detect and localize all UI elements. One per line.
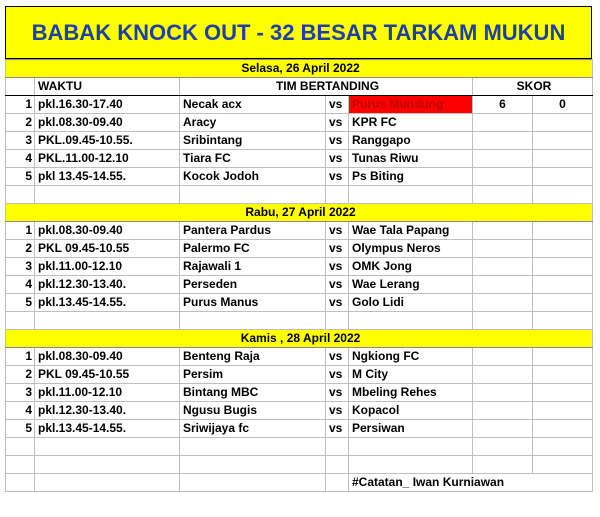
- home-team[interactable]: Bintang MBC: [180, 384, 326, 402]
- vs-label[interactable]: vs: [326, 348, 349, 366]
- vs-label[interactable]: vs: [326, 420, 349, 438]
- away-team[interactable]: Wae Tala Papang: [349, 222, 473, 240]
- match-row: [6, 114, 593, 132]
- score-away[interactable]: [533, 222, 593, 240]
- match-time[interactable]: PKL.09.45-10.55.: [35, 132, 180, 150]
- score-away[interactable]: [533, 420, 593, 438]
- header-tim[interactable]: TIM BERTANDING: [180, 78, 473, 96]
- match-row: [6, 348, 593, 366]
- empty-cell[interactable]: [473, 186, 533, 204]
- empty-cell[interactable]: [533, 312, 593, 330]
- vs-label[interactable]: vs: [326, 366, 349, 384]
- empty-cell[interactable]: [180, 312, 326, 330]
- match-row: [6, 150, 593, 168]
- score-home[interactable]: 6: [473, 96, 533, 114]
- match-row: [6, 96, 593, 114]
- score-away[interactable]: [533, 258, 593, 276]
- match-row: [6, 222, 593, 240]
- away-team[interactable]: Tunas Riwu: [349, 150, 473, 168]
- empty-cell[interactable]: [326, 456, 349, 474]
- day-header-row: [6, 204, 593, 222]
- score-home[interactable]: [473, 366, 533, 384]
- empty-cell[interactable]: [180, 474, 326, 492]
- match-number[interactable]: 4: [6, 150, 35, 168]
- score-home[interactable]: [473, 114, 533, 132]
- empty-cell[interactable]: [35, 474, 180, 492]
- home-team[interactable]: Purus Manus: [180, 294, 326, 312]
- away-team[interactable]: Ngkiong FC: [349, 348, 473, 366]
- match-number[interactable]: 2: [6, 240, 35, 258]
- score-home[interactable]: [473, 222, 533, 240]
- match-number[interactable]: 5: [6, 420, 35, 438]
- header-waktu[interactable]: WAKTU: [35, 78, 180, 96]
- score-home[interactable]: [473, 276, 533, 294]
- score-home[interactable]: [473, 402, 533, 420]
- home-team[interactable]: Aracy: [180, 114, 326, 132]
- away-team[interactable]: Purus Mundung: [349, 96, 473, 114]
- away-team[interactable]: Ranggapo: [349, 132, 473, 150]
- home-team[interactable]: Persim: [180, 366, 326, 384]
- match-time[interactable]: pkl.16.30-17.40: [35, 96, 180, 114]
- match-row: [6, 420, 593, 438]
- match-row: [6, 384, 593, 402]
- match-number[interactable]: 5: [6, 168, 35, 186]
- match-row: [6, 168, 593, 186]
- score-away[interactable]: [533, 240, 593, 258]
- day-header-row: [6, 330, 593, 348]
- schedule-table: [5, 59, 593, 492]
- home-team[interactable]: Pantera Pardus: [180, 222, 326, 240]
- away-team[interactable]: Persiwan: [349, 420, 473, 438]
- score-away[interactable]: [533, 384, 593, 402]
- home-team[interactable]: Kocok Jodoh: [180, 168, 326, 186]
- empty-cell[interactable]: [6, 186, 35, 204]
- page-title: BABAK KNOCK OUT - 32 BESAR TARKAM MUKUN: [5, 6, 592, 59]
- away-team[interactable]: OMK Jong: [349, 258, 473, 276]
- empty-cell[interactable]: [533, 186, 593, 204]
- empty-cell[interactable]: [349, 312, 473, 330]
- vs-label[interactable]: vs: [326, 96, 349, 114]
- empty-cell[interactable]: [35, 438, 180, 456]
- home-team[interactable]: Perseden: [180, 276, 326, 294]
- away-team[interactable]: M City: [349, 366, 473, 384]
- score-away[interactable]: [533, 366, 593, 384]
- match-time[interactable]: pkl.11.00-12.10: [35, 258, 180, 276]
- score-away[interactable]: [533, 150, 593, 168]
- match-row: [6, 258, 593, 276]
- match-number[interactable]: 3: [6, 258, 35, 276]
- match-row: [6, 402, 593, 420]
- match-time[interactable]: pkl.08.30-09.40: [35, 222, 180, 240]
- match-number[interactable]: 1: [6, 222, 35, 240]
- home-team[interactable]: Ngusu Bugis: [180, 402, 326, 420]
- header-skor[interactable]: SKOR: [473, 78, 593, 96]
- match-time[interactable]: pkl.13.45-14.55.: [35, 294, 180, 312]
- vs-label[interactable]: vs: [326, 168, 349, 186]
- score-away[interactable]: [533, 348, 593, 366]
- away-team[interactable]: Mbeling Rehes: [349, 384, 473, 402]
- away-team[interactable]: Olympus Neros: [349, 240, 473, 258]
- score-away[interactable]: [533, 168, 593, 186]
- empty-cell[interactable]: [6, 474, 35, 492]
- empty-cell[interactable]: [35, 312, 180, 330]
- match-row: [6, 276, 593, 294]
- score-away[interactable]: [533, 294, 593, 312]
- vs-label[interactable]: vs: [326, 114, 349, 132]
- empty-cell[interactable]: [473, 456, 533, 474]
- blank-row: [6, 312, 593, 330]
- home-team[interactable]: Rajawali 1: [180, 258, 326, 276]
- home-team[interactable]: Necak acx: [180, 96, 326, 114]
- empty-cell[interactable]: [326, 438, 349, 456]
- day-header-row: [6, 60, 593, 78]
- score-home[interactable]: [473, 348, 533, 366]
- score-away[interactable]: [533, 114, 593, 132]
- empty-cell[interactable]: [180, 186, 326, 204]
- footer-row: [6, 474, 593, 492]
- footer-note[interactable]: #Catatan_ Iwan Kurniawan: [349, 474, 593, 492]
- vs-label[interactable]: vs: [326, 222, 349, 240]
- match-number[interactable]: 1: [6, 96, 35, 114]
- vs-label[interactable]: vs: [326, 402, 349, 420]
- match-number[interactable]: 2: [6, 114, 35, 132]
- vs-label[interactable]: vs: [326, 240, 349, 258]
- empty-cell[interactable]: [326, 474, 349, 492]
- score-home[interactable]: [473, 294, 533, 312]
- day-label[interactable]: Selasa, 26 April 2022: [6, 60, 593, 78]
- vs-label[interactable]: vs: [326, 294, 349, 312]
- match-number[interactable]: 5: [6, 294, 35, 312]
- vs-label[interactable]: vs: [326, 150, 349, 168]
- match-number[interactable]: 3: [6, 132, 35, 150]
- empty-cell[interactable]: [349, 186, 473, 204]
- empty-cell[interactable]: [6, 312, 35, 330]
- match-time[interactable]: PKL.11.00-12.10: [35, 150, 180, 168]
- empty-cell[interactable]: [326, 186, 349, 204]
- away-team[interactable]: Golo Lidi: [349, 294, 473, 312]
- match-number[interactable]: 4: [6, 276, 35, 294]
- match-time[interactable]: PKL 09.45-10.55: [35, 240, 180, 258]
- away-team[interactable]: Kopacol: [349, 402, 473, 420]
- score-home[interactable]: [473, 240, 533, 258]
- match-row: [6, 294, 593, 312]
- match-time[interactable]: pkl 13.45-14.55.: [35, 168, 180, 186]
- match-number[interactable]: 1: [6, 348, 35, 366]
- empty-cell[interactable]: [349, 438, 473, 456]
- match-number[interactable]: 2: [6, 366, 35, 384]
- match-number[interactable]: 3: [6, 384, 35, 402]
- empty-cell[interactable]: [533, 456, 593, 474]
- away-team[interactable]: KPR FC: [349, 114, 473, 132]
- away-team[interactable]: Wae Lerang: [349, 276, 473, 294]
- score-home[interactable]: [473, 132, 533, 150]
- empty-cell[interactable]: [473, 312, 533, 330]
- score-home[interactable]: [473, 168, 533, 186]
- empty-cell[interactable]: [349, 456, 473, 474]
- home-team[interactable]: Sribintang: [180, 132, 326, 150]
- empty-cell[interactable]: [473, 438, 533, 456]
- score-home[interactable]: [473, 258, 533, 276]
- empty-cell[interactable]: [180, 438, 326, 456]
- score-away[interactable]: [533, 402, 593, 420]
- vs-label[interactable]: vs: [326, 132, 349, 150]
- match-row: [6, 366, 593, 384]
- match-time[interactable]: pkl.12.30-13.40.: [35, 276, 180, 294]
- home-team[interactable]: Palermo FC: [180, 240, 326, 258]
- empty-cell[interactable]: [6, 456, 35, 474]
- blank-row: [6, 438, 593, 456]
- score-away[interactable]: 0: [533, 96, 593, 114]
- match-row: [6, 240, 593, 258]
- blank-row: [6, 456, 593, 474]
- score-home[interactable]: [473, 150, 533, 168]
- spreadsheet: [5, 6, 594, 512]
- match-time[interactable]: pkl.13.45-14.55.: [35, 420, 180, 438]
- vs-label[interactable]: vs: [326, 384, 349, 402]
- home-team[interactable]: Benteng Raja: [180, 348, 326, 366]
- away-team[interactable]: Ps Biting: [349, 168, 473, 186]
- match-time[interactable]: pkl.08.30-09.40: [35, 114, 180, 132]
- vs-label[interactable]: vs: [326, 258, 349, 276]
- match-time[interactable]: pkl.12.30-13.40.: [35, 402, 180, 420]
- home-team[interactable]: Sriwijaya fc: [180, 420, 326, 438]
- empty-cell[interactable]: [35, 456, 180, 474]
- score-home[interactable]: [473, 384, 533, 402]
- column-header-row: [6, 78, 593, 96]
- home-team[interactable]: Tiara FC: [180, 150, 326, 168]
- score-away[interactable]: [533, 276, 593, 294]
- day-label[interactable]: Kamis , 28 April 2022: [6, 330, 593, 348]
- blank-row: [6, 186, 593, 204]
- empty-cell[interactable]: [533, 438, 593, 456]
- score-home[interactable]: [473, 420, 533, 438]
- empty-cell[interactable]: [326, 312, 349, 330]
- header-blank[interactable]: [6, 78, 35, 96]
- match-number[interactable]: 4: [6, 402, 35, 420]
- score-away[interactable]: [533, 132, 593, 150]
- match-time[interactable]: pkl.08.30-09.40: [35, 348, 180, 366]
- match-row: [6, 132, 593, 150]
- match-time[interactable]: PKL 09.45-10.55: [35, 366, 180, 384]
- empty-cell[interactable]: [180, 456, 326, 474]
- match-time[interactable]: pkl.11.00-12.10: [35, 384, 180, 402]
- empty-cell[interactable]: [35, 186, 180, 204]
- vs-label[interactable]: vs: [326, 276, 349, 294]
- day-label[interactable]: Rabu, 27 April 2022: [6, 204, 593, 222]
- empty-cell[interactable]: [6, 438, 35, 456]
